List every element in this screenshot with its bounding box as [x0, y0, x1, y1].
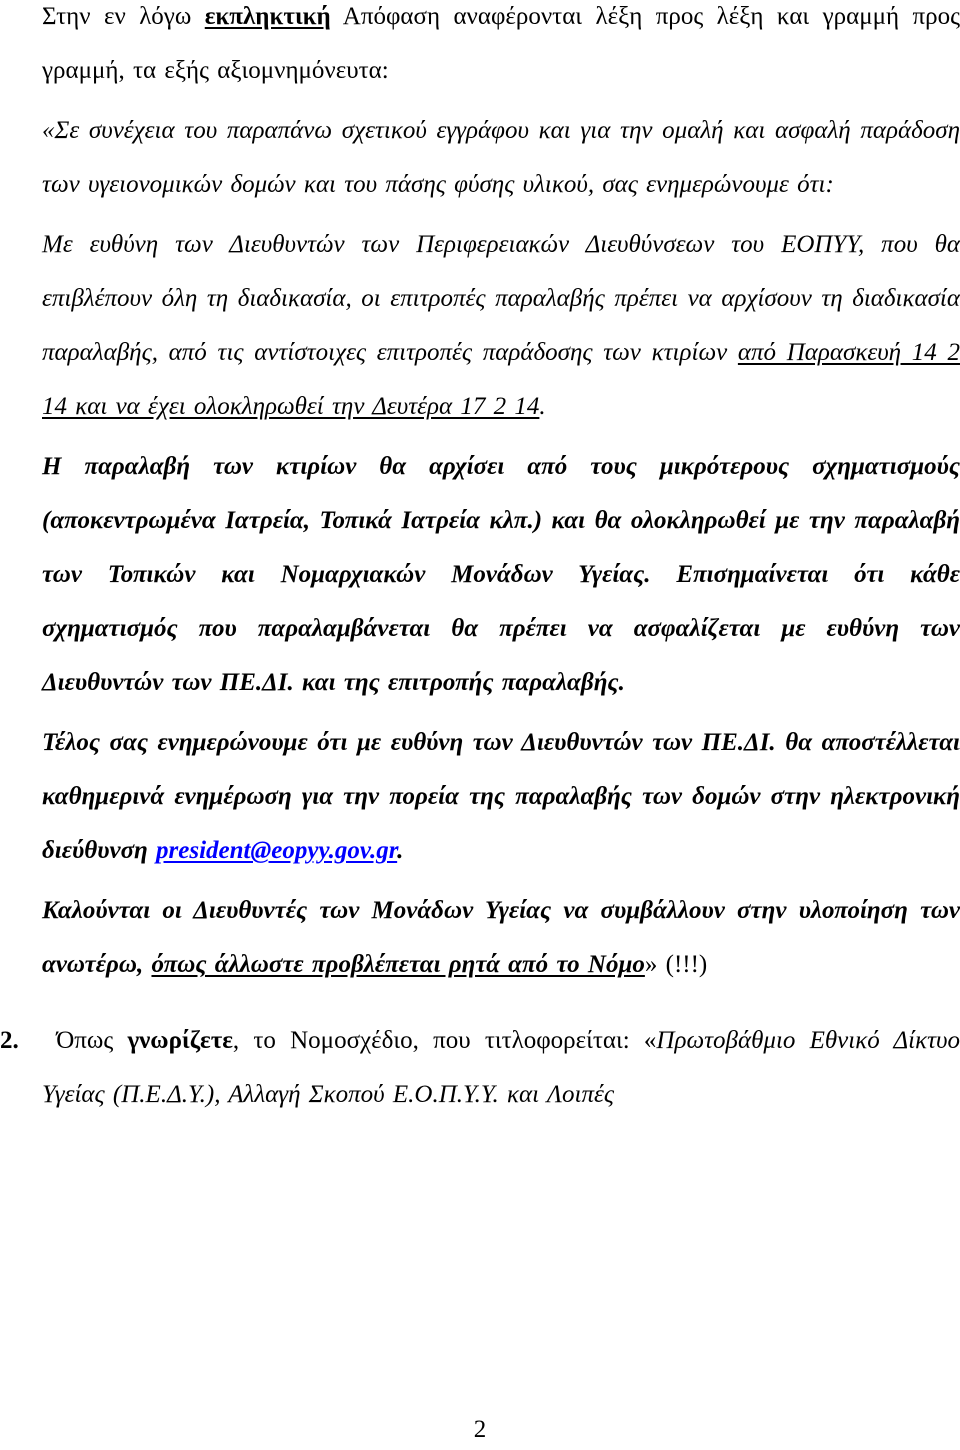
responsibility-dates: από Παρασκευή 14 2 14 και να έχει ολοκληρωθεί την Δευτέρα 17 2 14 [42, 339, 960, 420]
email-link[interactable]: president@eopyy.gov.gr [156, 837, 398, 864]
bill-title: Πρωτοβάθμιο Εθνικό Δίκτυο Υγείας (Π.Ε.Δ.Υ.), Αλλαγή Σκοπού Ε.Ο.Π.Υ.Υ. και Λοιπές [42, 1027, 960, 1108]
paragraph-daily-update [42, 716, 960, 878]
paragraph-quote-opening: «Σε συνέχεια του παραπάνω σχετικού εγγράφου και για την ομαλή και ασφαλή παράδοση των υγειονομικών δομών και του πάσης φύσης υλικού, σας ενημερώνουμε ότι: [42, 117, 960, 198]
list-number: 2. [0, 1027, 19, 1054]
intro-emphasis: εκπληκτική [204, 3, 331, 30]
paragraph-intro [42, 0, 960, 98]
numbered-emphasis: γνωρίζετε [127, 1027, 233, 1054]
paragraph-responsibility [42, 218, 960, 434]
daily-update-text: Τέλος σας ενημερώνουμε ότι με ευθύνη των Διευθυντών των ΠΕ.ΔΙ. θα αποστέλλεται καθημερινά ενημέρωση για την πορεία της παραλαβής των δομών στην ηλεκτρονική διεύθυνση [42, 729, 960, 864]
paragraph-numbered-2 [0, 1014, 960, 1122]
daily-update-end: . [397, 837, 404, 864]
page-number: 2 [473, 1416, 487, 1443]
numbered-text-2: , το Νομοσχέδιο, που τιτλοφορείται: « [232, 1027, 657, 1054]
directors-call-law: όπως άλλωστε προβλέπεται ρητά από το Νόμο [151, 951, 645, 978]
intro-text-end: Απόφαση αναφέρονται λέξη προς λέξη και γραμμή προς γραμμή, τα εξής αξιομνημόνευτα: [42, 3, 960, 84]
intro-text-start: Στην εν λόγω [42, 3, 205, 30]
paragraph-reception-order: Η παραλαβή των κτιρίων θα αρχίσει από τους μικρότερους σχηματισμούς (αποκεντρωμένα Ιατρεία, Τοπικά Ιατρεία κλπ.) και θα ολοκληρωθεί με την παραλαβή των Τοπικών και Νομαρχιακών Μονάδων Υγείας. Επισημαίνεται ότι κάθε σχηματισμός που παραλαμβάνεται θα πρέπει να ασφαλίζεται με ευθύνη των Διευθυντών των ΠΕ.ΔΙ. και της επιτροπής παραλαβής. [42, 453, 960, 696]
paragraph-directors-call [42, 884, 960, 992]
directors-call-text: Καλούνται οι Διευθυντές των Μονάδων Υγείας να συμβάλλουν στην υλοποίηση των ανωτέρω, [42, 897, 960, 978]
directors-call-end: » (!!!) [644, 951, 708, 978]
responsibility-text: Με ευθύνη των Διευθυντών των Περιφερειακών Διευθύνσεων του ΕΟΠΥΥ, που θα επιβλέπουν όλη τη διαδικασία, οι επιτροπές παραλαβής πρέπει να αρχίσουν τη διαδικασία παραλαβής, από τις αντίστοιχες επιτροπές παράδοσης των κτιρίων [42, 231, 960, 366]
numbered-text-1: Όπως [42, 1027, 128, 1054]
responsibility-end: . [539, 393, 546, 420]
